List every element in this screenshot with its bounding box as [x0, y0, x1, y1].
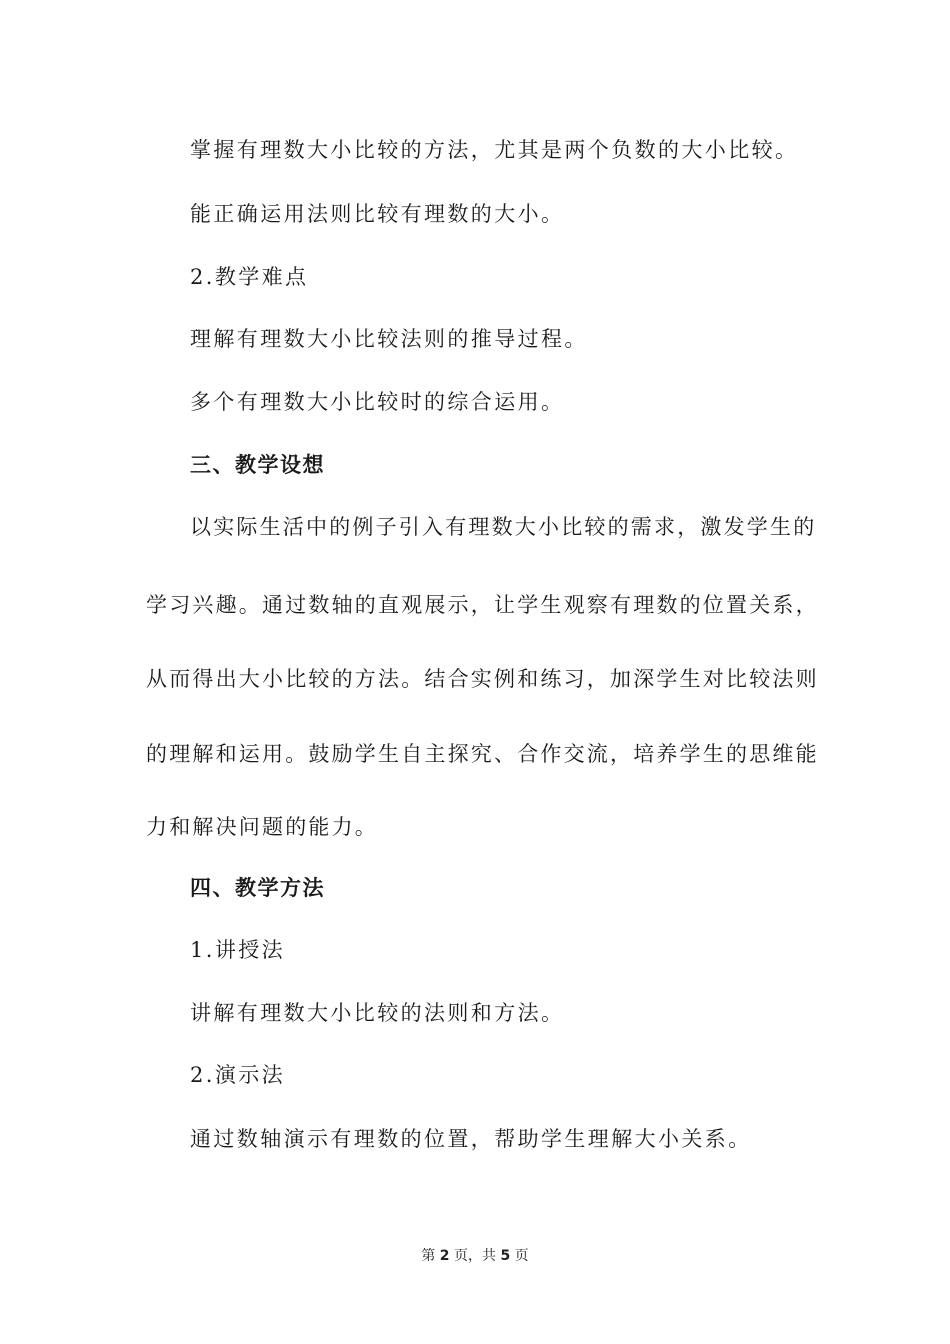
key-point-line-1: 掌握有理数大小比较的方法，尤其是两个负数的大小比较。	[190, 138, 799, 162]
key-point-line-2: 能正确运用法则比较有理数的大小。	[190, 202, 565, 226]
current-page-number: 2	[439, 1248, 450, 1264]
method-1-title: 1.讲授法	[190, 938, 286, 962]
method-2-title: 2.演示法	[190, 1063, 286, 1087]
difficulty-line-1: 理解有理数大小比较法则的推导过程。	[190, 327, 588, 351]
method-1-text: 讲解有理数大小比较的法则和方法。	[190, 1001, 565, 1025]
paragraph-line: 的理解和运用。鼓励学生自主探究、合作交流，培养学生的思维能	[146, 742, 819, 766]
page-footer	[0, 1246, 950, 1266]
section-4-heading: 四、教学方法	[190, 876, 325, 900]
footer-suffix: 页	[514, 1248, 529, 1264]
difficulty-title: 2.教学难点	[190, 265, 309, 289]
difficulty-line-2: 多个有理数大小比较时的综合运用。	[190, 390, 565, 414]
paragraph-line: 从而得出大小比较的方法。结合实例和练习，加深学生对比较法则	[146, 667, 819, 691]
footer-prefix: 第	[421, 1248, 436, 1264]
paragraph-line: 以实际生活中的例子引入有理数大小比较的需求，激发学生的	[190, 515, 817, 539]
footer-middle: 页，共	[454, 1248, 496, 1264]
total-page-number: 5	[500, 1248, 511, 1264]
method-2-text: 通过数轴演示有理数的位置，帮助学生理解大小关系。	[190, 1127, 752, 1151]
section-3-heading: 三、教学设想	[190, 453, 325, 477]
paragraph-line: 学习兴趣。通过数轴的直观展示，让学生观察有理数的位置关系，	[146, 593, 819, 617]
paragraph-line: 力和解决问题的能力。	[146, 815, 378, 839]
